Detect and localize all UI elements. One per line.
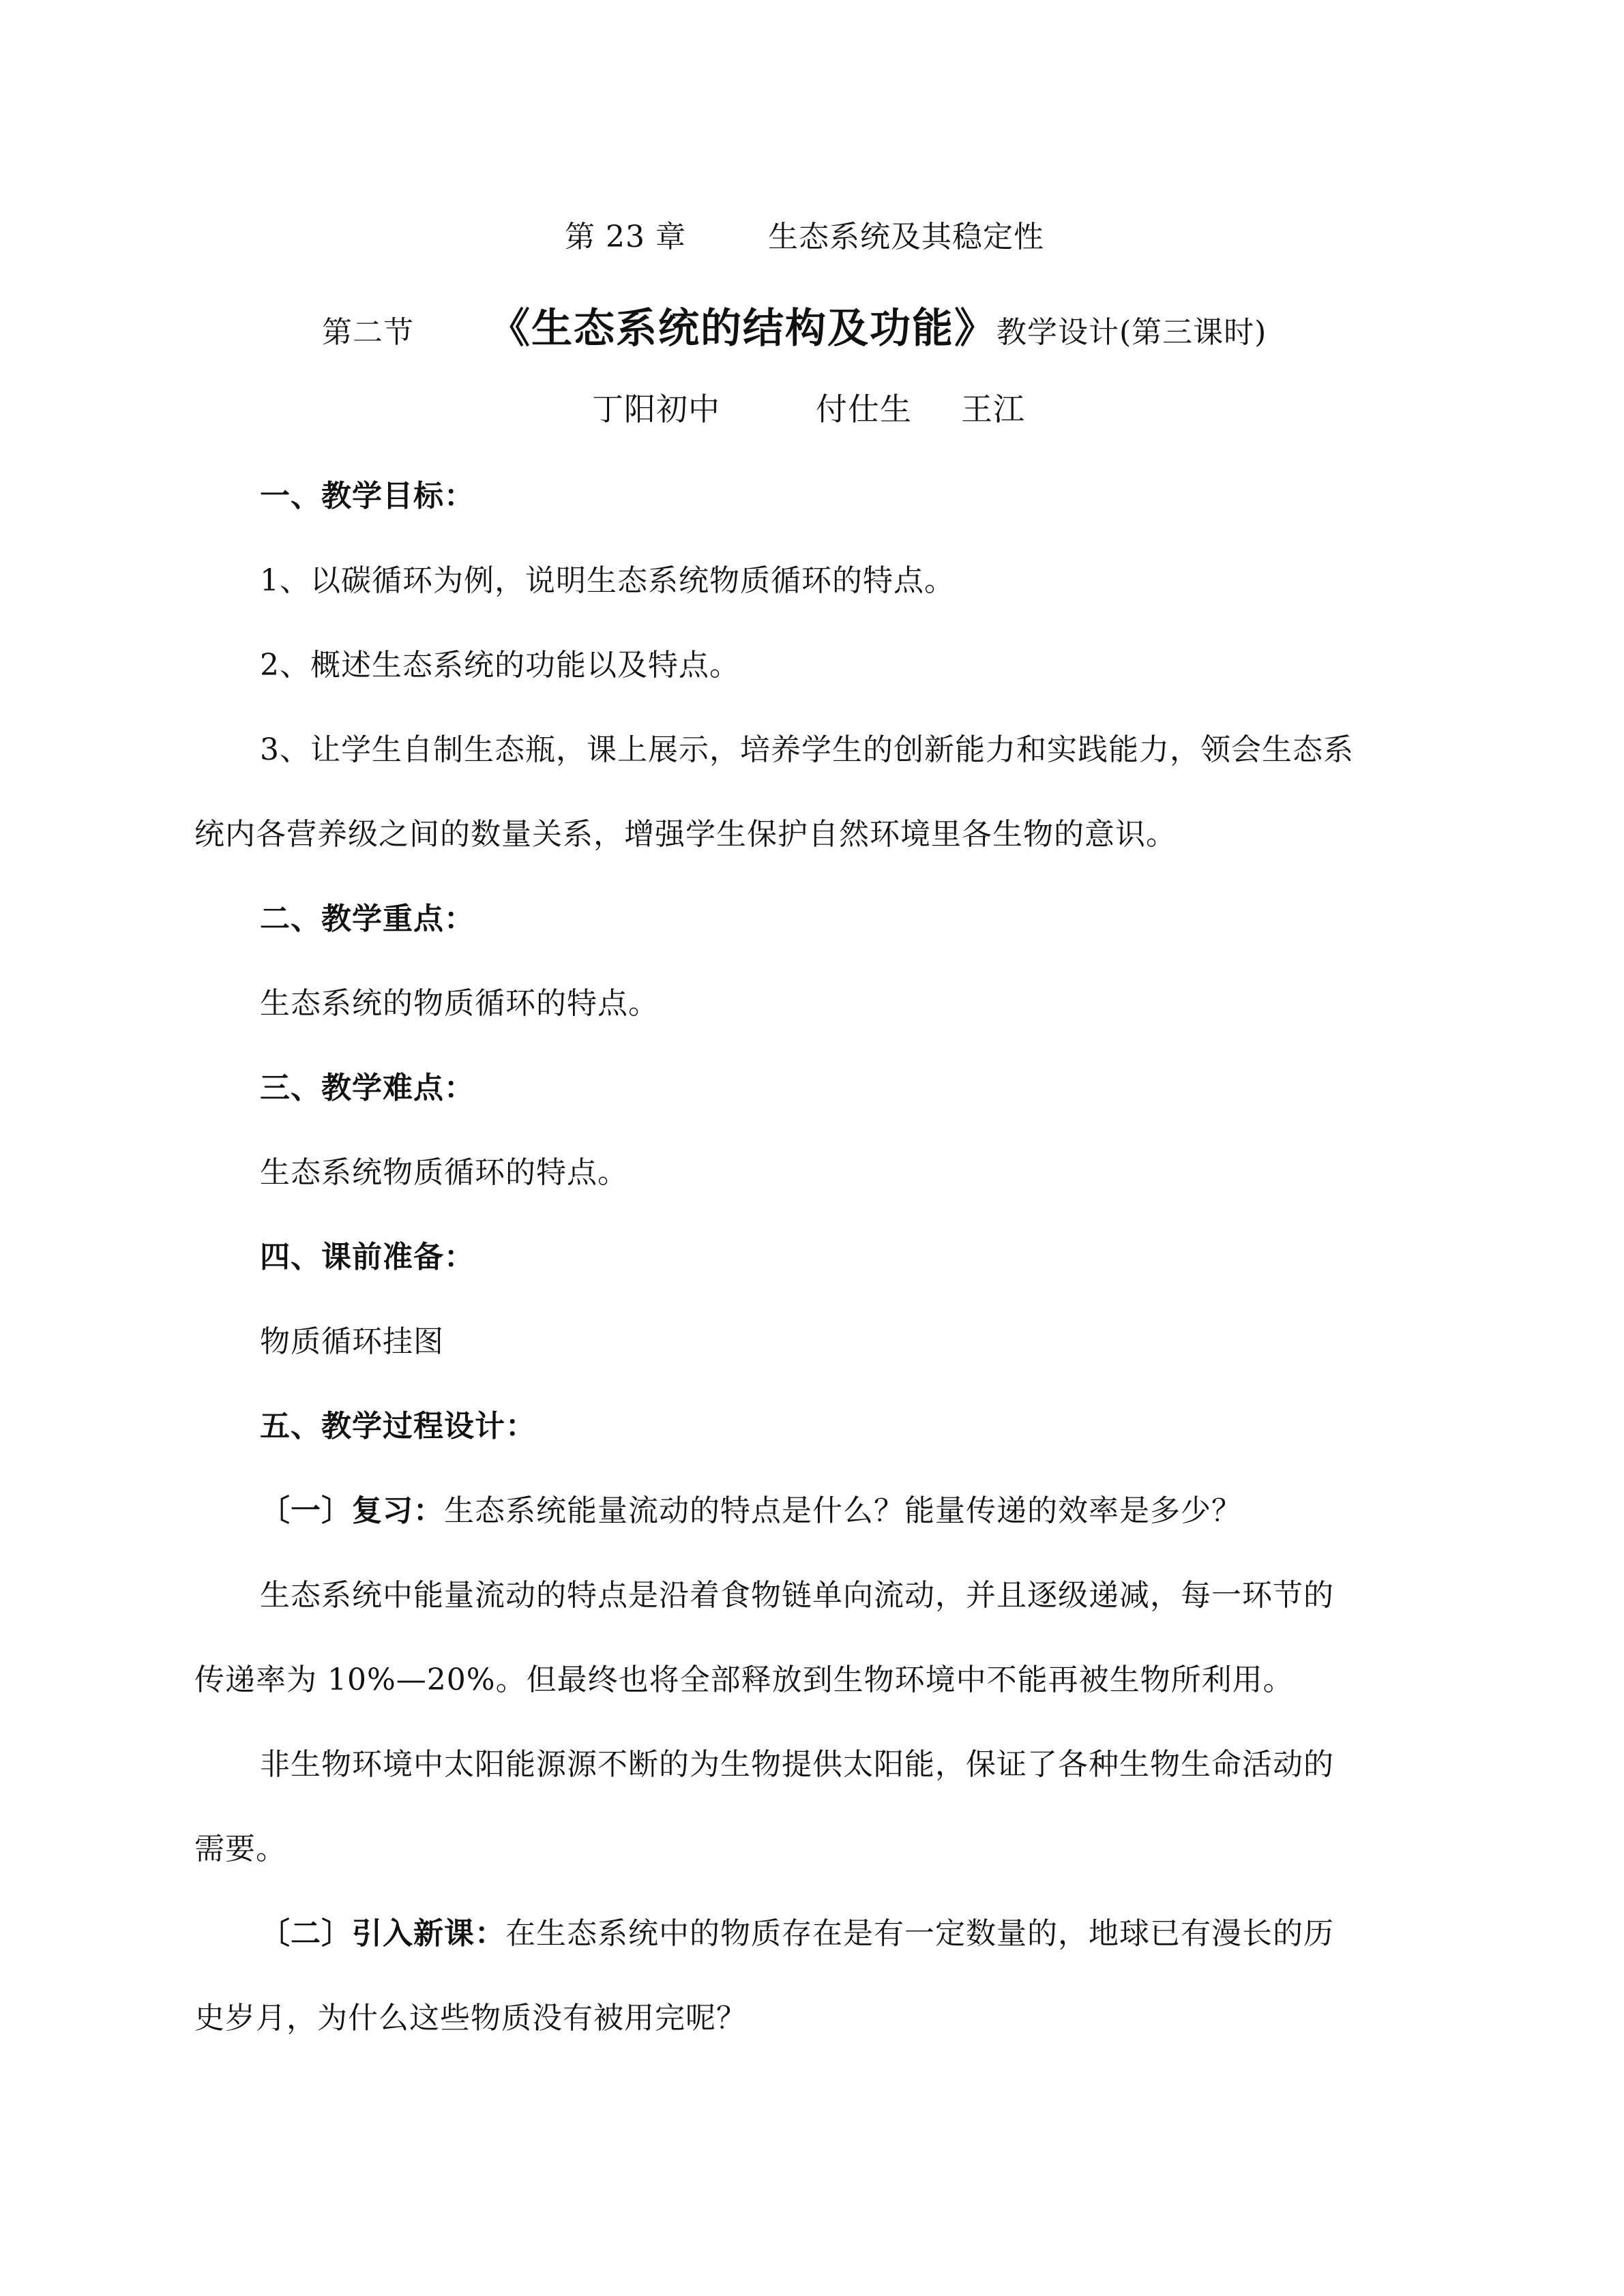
solar-paragraph-line-2: 需要。 <box>194 1832 286 1866</box>
key-point-heading: 二、教学重点： <box>260 901 475 936</box>
goal-item-2: 2、概述生态系统的功能以及特点。 <box>260 648 740 683</box>
review-question: 生态系统能量流动的特点是什么？能量传递的效率是多少？ <box>444 1493 1242 1528</box>
goal-item-3-line-2: 统内各营养级之间的数量关系，增强学生保护自然环境里各生物的意识。 <box>194 817 1177 852</box>
review-line <box>260 1491 1242 1532</box>
author-line <box>592 389 1025 430</box>
preparation-heading: 四、课前准备： <box>260 1240 475 1274</box>
chapter-number: 第 23 章 <box>565 220 686 254</box>
section-title: 《生态系统的结构及功能》 <box>489 305 996 353</box>
solar-paragraph-line-1: 非生物环境中太阳能源源不断的为生物提供太阳能，保证了各种生物生命活动的 <box>260 1747 1334 1782</box>
author-1: 付仕生 <box>816 391 912 428</box>
process-heading: 五、教学过程设计： <box>260 1409 536 1444</box>
section-number: 第二节 <box>322 315 414 350</box>
difficulty-heading: 三、教学难点： <box>260 1071 475 1105</box>
school-name: 丁阳初中 <box>592 391 720 428</box>
intro-label: 〔二〕引入新课： <box>260 1916 505 1951</box>
goals-heading: 一、教学目标： <box>260 479 475 513</box>
goal-item-3-line-1: 3、让学生自制生态瓶，课上展示，培养学生的创新能力和实践能力，领会生态系 <box>260 732 1354 767</box>
goal-item-1: 1、以碳循环为例，说明生态系统物质循环的特点。 <box>260 563 955 598</box>
difficulty-text: 生态系统物质循环的特点。 <box>260 1155 628 1190</box>
section-heading <box>322 304 1267 357</box>
energy-paragraph-line-1: 生态系统中能量流动的特点是沿着食物链单向流动，并且逐级递减，每一环节的 <box>260 1578 1334 1613</box>
intro-line-1 <box>260 1913 1334 1954</box>
preparation-text: 物质循环挂图 <box>260 1324 444 1359</box>
chapter-title: 生态系统及其稳定性 <box>767 220 1044 254</box>
intro-line-2: 史岁月，为什么这些物质没有被用完呢？ <box>194 2001 747 2036</box>
review-label: 〔一〕复习： <box>260 1493 444 1528</box>
energy-paragraph-line-2: 传递率为 10%—20%。但最终也将全部释放到生物环境中不能再被生物所利用。 <box>194 1663 1294 1697</box>
section-subtitle: 教学设计(第三课时) <box>996 315 1267 350</box>
intro-text: 在生态系统中的物质存在是有一定数量的，地球已有漫长的历 <box>505 1916 1334 1951</box>
author-2: 王江 <box>961 391 1025 428</box>
key-point-text: 生态系统的物质循环的特点。 <box>260 986 659 1021</box>
chapter-heading <box>565 217 1044 258</box>
